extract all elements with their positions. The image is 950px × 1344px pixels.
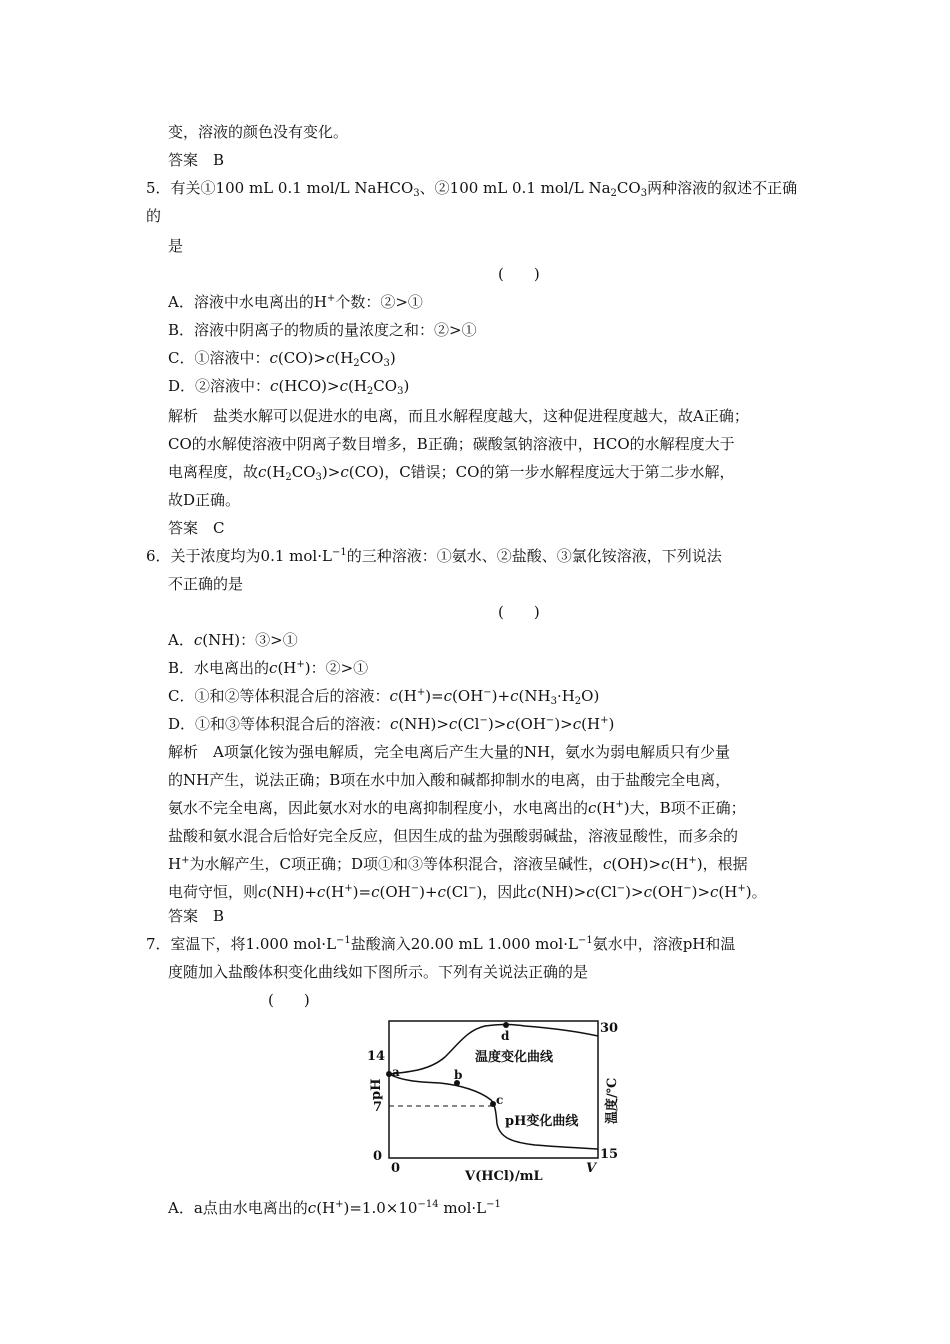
q5-answer-paren: ( ) (498, 265, 540, 283)
point-a-label: a (392, 1065, 400, 1079)
y-axis-right-label: 温度/℃ (605, 1077, 620, 1124)
q7-answer-paren: ( ) (268, 991, 310, 1009)
ph-curve-label: pH变化曲线 (505, 1114, 579, 1129)
q5-explanation-3: 电离程度，故$c(H_2CO_3)>c(CO)$，C错误；CO的第一步水解程度远大于第二步水解， (168, 463, 735, 483)
ph-curve (389, 1074, 598, 1149)
q5-option-d: D．②溶液中：$c(HCO)>c(H_2CO_3)$ (168, 377, 410, 397)
q5-explanation-1: 解析 盐类水解可以促进水的电离，而且水解程度越大，这种促进程度越大，故A正确； (168, 407, 749, 425)
q7-stem-wrap: 度随加入盐酸体积变化曲线如下图所示。下列有关说法正确的是 (168, 963, 589, 981)
q6-explanation-6: 电荷守恒，则c(NH)+c(H+)=c(OH−)+c(Cl−)，因此c(NH)>c(Cl−)>c(OH−)>c(H+)。 (168, 883, 767, 901)
q6-stem-wrap: 不正确的是 (168, 575, 244, 593)
tick-x-0: 0 (391, 1161, 401, 1176)
point-c-label: c (496, 1093, 504, 1107)
q6-explanation-5: H+为水解产生，C项正确；D项①和③等体积混合，溶液呈碱性，c(OH)>c(H+)，根据 (168, 855, 748, 873)
q5-stem-wrap2: 是 (168, 237, 184, 255)
tick-left-0: 0 (373, 1149, 383, 1164)
tick-x-v: V (586, 1161, 597, 1176)
emphasis-dot: 不 (752, 179, 768, 197)
point-b-label: b (454, 1068, 463, 1082)
q6-answer-paren: ( ) (498, 603, 540, 621)
q6-option-b: B．水电离出的c(H+)：②>① (168, 659, 369, 677)
point-d-marker (503, 1022, 509, 1028)
q6-explanation-3: 氨水不完全电离，因此氨水对水的电离抑制程度小，水电离出的c(H+)大，B项不正确； (168, 799, 746, 817)
q5-option-a: A．溶液中水电离出的H+个数：②>① (168, 293, 423, 311)
q7-stem: 7．室温下，将1.000 $mol\cdot L^{-1}$盐酸滴入20.00 mL 1.000 $mol\cdot L^{-1}$氨水中，溶液pH和温 (146, 935, 736, 953)
tick-left-14: 14 (367, 1049, 386, 1064)
q5-answer: 答案 C (168, 519, 225, 537)
tick-right-30: 30 (600, 1021, 619, 1036)
q6-explanation-4: 盐酸和氨水混合后恰好完全反应，但因生成的盐为强酸弱碱盐，溶液显酸性，而多余的 (168, 827, 739, 845)
q5-explanation-4: 故D正确。 (168, 491, 241, 509)
plot-frame (389, 1021, 598, 1158)
q5-option-c: C．①溶液中：$c(CO)>c(H_2CO_3)$ (168, 349, 396, 369)
prev-text: 变，溶液的颜色没有变化。 (168, 123, 349, 141)
temperature-curve-label: 温度变化曲线 (475, 1050, 554, 1065)
tick-right-15: 15 (600, 1147, 619, 1162)
point-d-label: d (501, 1029, 510, 1043)
q6-option-d: D．①和③等体积混合后的溶液：c(NH)>c(Cl−)>c(OH−)>c(H+) (168, 715, 615, 733)
prev-answer: 答案 B (168, 151, 225, 169)
q6-explanation-1: 解析 A项氯化铵为强电解质，完全电离后产生大量的NH，氨水为弱电解质只有少量 (168, 743, 731, 761)
q5-explanation-2: CO的水解使溶液中阴离子数目增多，B正确；碳酸氢钠溶液中，HCO的水解程度大于 (168, 435, 735, 453)
q6-option-a: A．c(NH)：③>① (168, 631, 298, 649)
q5-stem: 5．有关①100 mL 0.1 mol/L NaHCO$_3$、②100 mL 0.1 mol/L $Na_2CO_3$两种溶液的叙述不正确 (146, 179, 798, 199)
x-axis-label: V(HCl)/mL (465, 1169, 543, 1182)
q5-stem-wrap: 的 (146, 207, 162, 225)
ph-temperature-figure (350, 1012, 640, 1182)
q6-explanation-2: 的NH产生，说法正确；B项在水中加入酸和碱都抑制水的电离，由于盐酸完全电离， (168, 771, 731, 789)
tick-left-7: 7 (373, 1100, 383, 1115)
q6-answer: 答案 B (168, 907, 225, 925)
q6-stem: 6．关于浓度均为0.1 $mol\cdot L^{-1}$的三种溶液：①氨水、②盐酸、③氯化铵溶液，下列说法 (146, 547, 722, 565)
y-axis-left-label: pH (369, 1078, 384, 1100)
q7-option-a: A．a点由水电离出的$c(H^+)=1.0\times 10^{-14}$ $mol\cdot L^{-1}$ (168, 1199, 501, 1217)
q5-option-b: B．溶液中阴离子的物质的量浓度之和：②>① (168, 321, 477, 339)
q6-option-c: C．①和②等体积混合后的溶液：$c(H^+)=c(OH^-)+c(NH_3\cdot H_2O)$ (168, 687, 600, 707)
